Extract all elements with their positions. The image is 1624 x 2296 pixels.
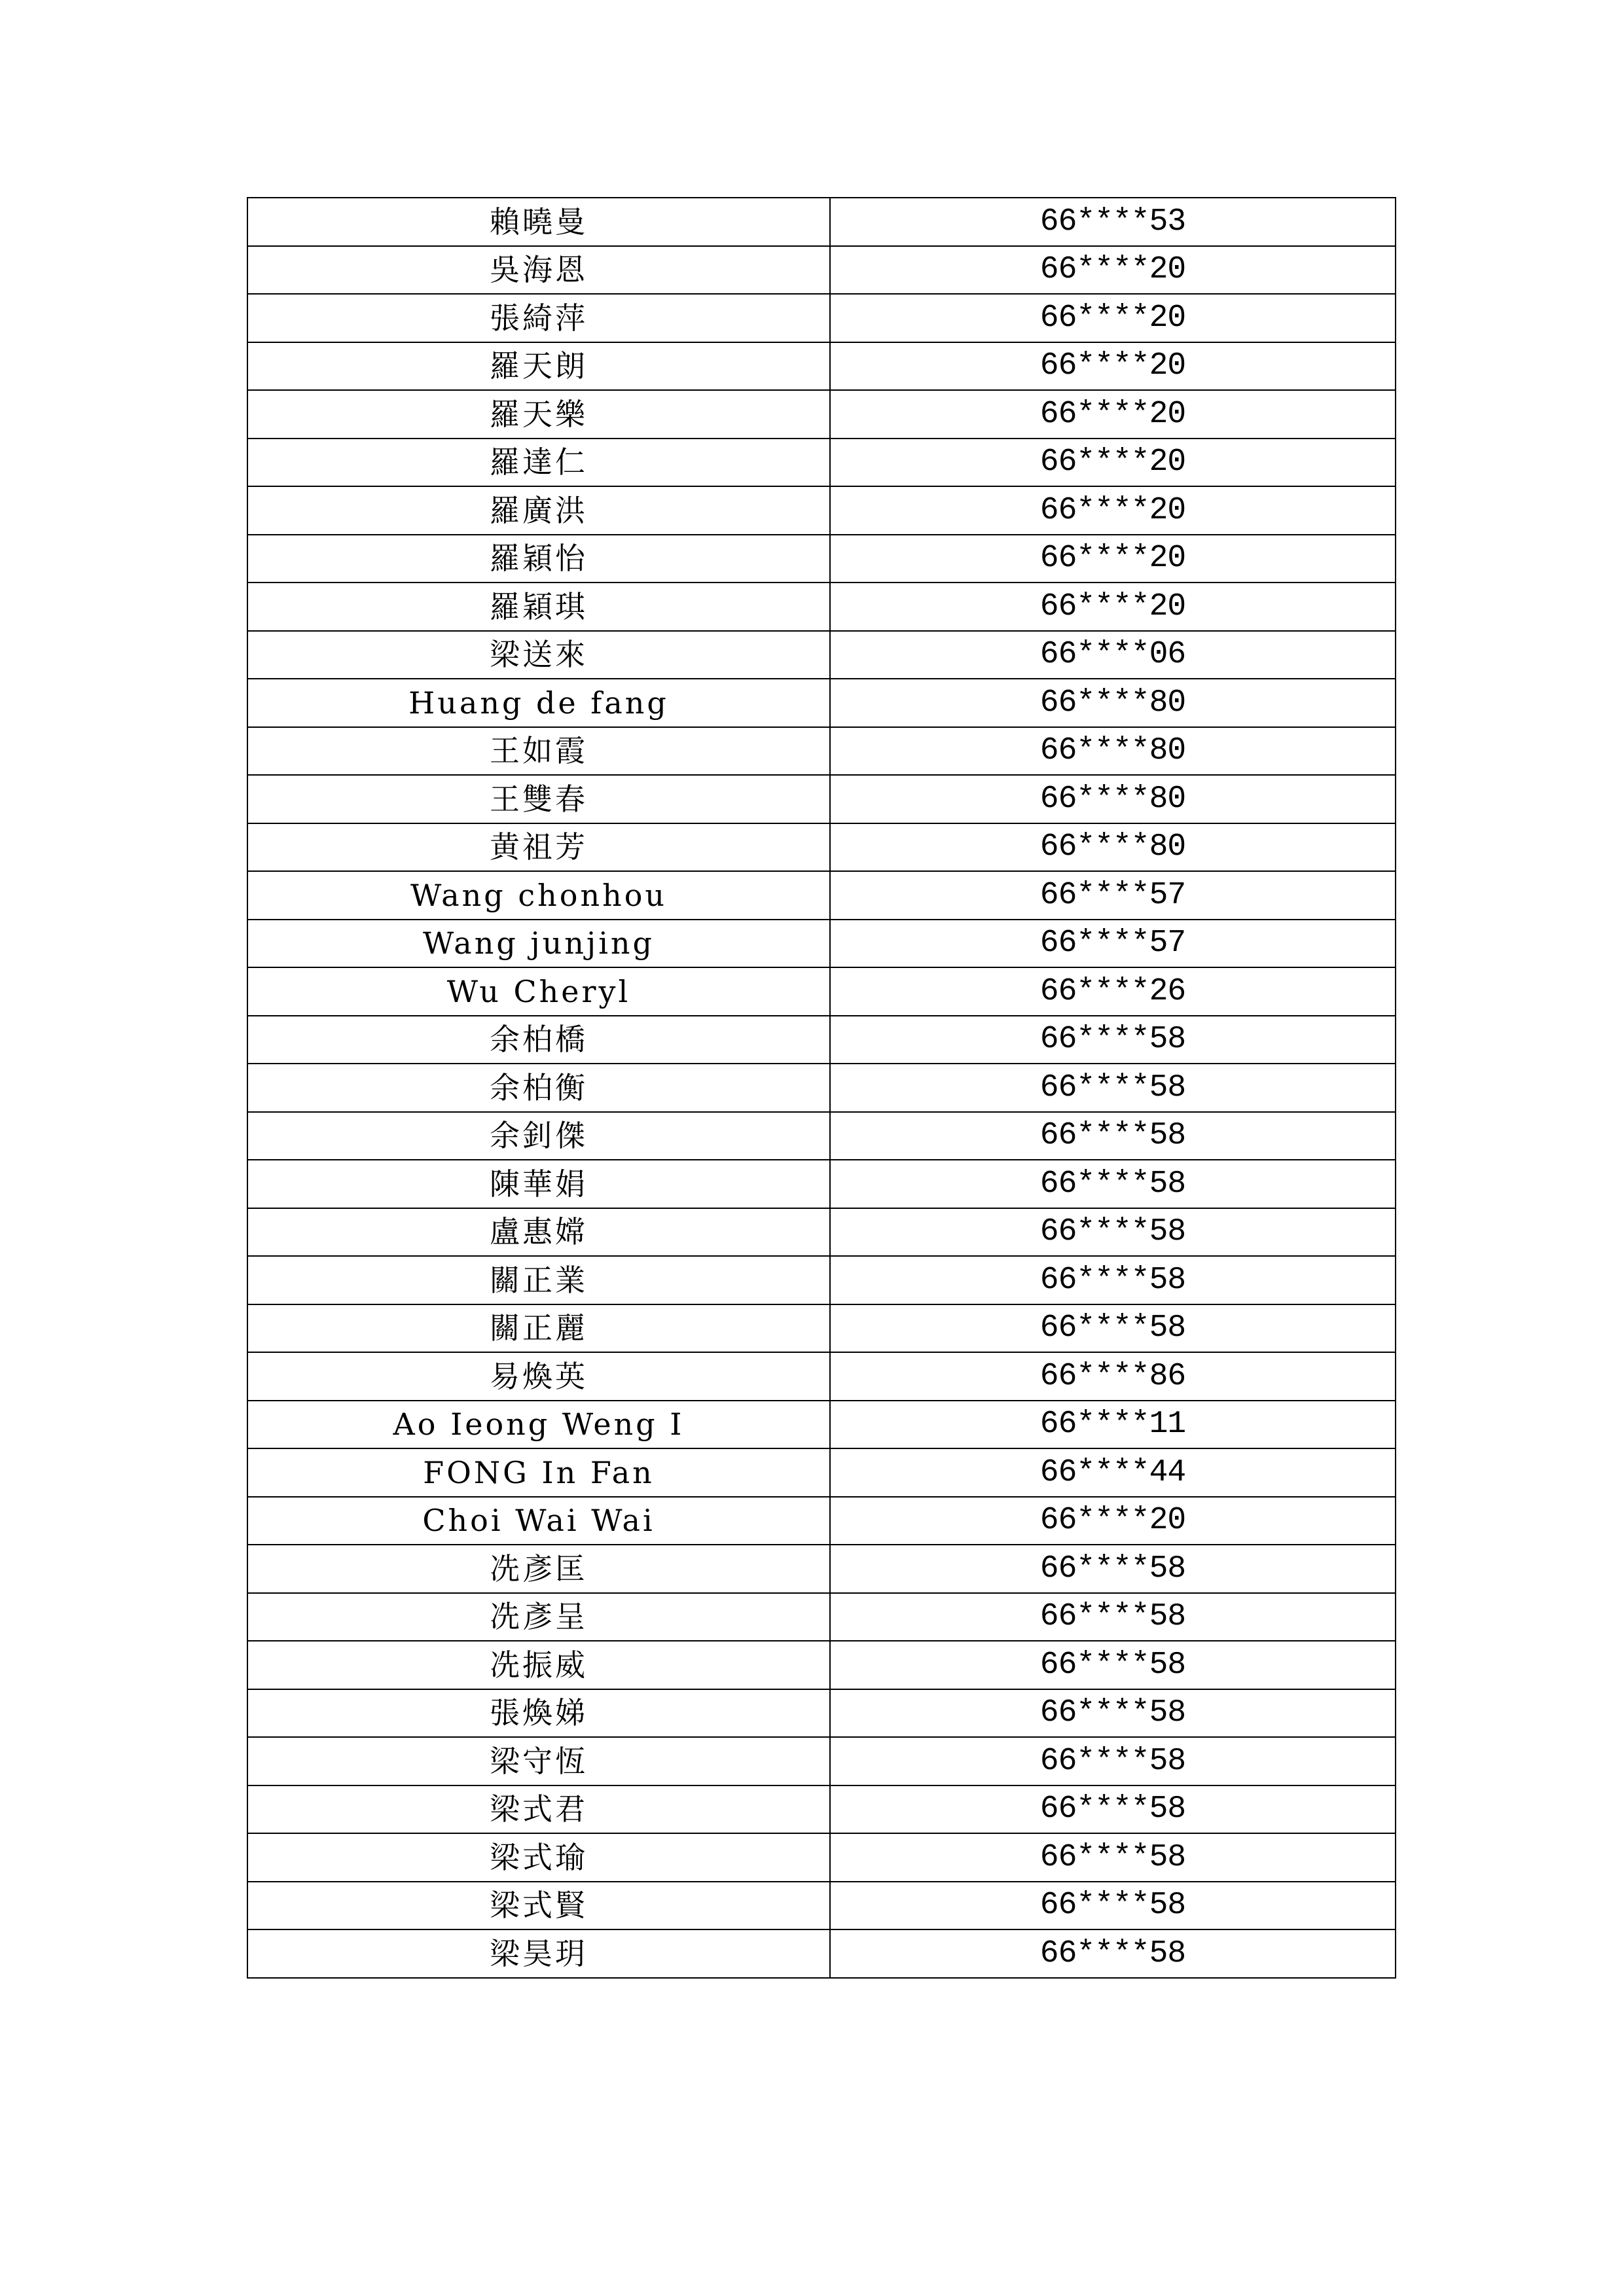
name-cell: 王如霞 [247,727,830,776]
table-row [247,1401,1396,1449]
name-cell: 羅穎琪 [247,583,830,631]
table-row [247,342,1396,391]
phone-cell: 66****86 [830,1352,1396,1401]
phone-cell: 66****80 [830,727,1396,776]
phone-cell: 66****58 [830,1545,1396,1593]
name-cell: 羅天樂 [247,390,830,439]
table-row [247,727,1396,776]
name-cell: FONG In Fan [247,1448,830,1497]
name-phone-table [247,197,1396,1979]
table-row [247,1016,1396,1064]
phone-cell: 66****20 [830,246,1396,295]
table-row [247,486,1396,535]
table-row [247,1593,1396,1641]
name-cell: 余柏衡 [247,1064,830,1112]
name-cell: 張煥娣 [247,1689,830,1738]
phone-cell: 66****20 [830,294,1396,342]
name-cell: 余柏橋 [247,1016,830,1064]
name-cell: 陳華娟 [247,1160,830,1208]
phone-cell: 66****58 [830,1208,1396,1257]
table-row [247,1112,1396,1160]
phone-cell: 66****58 [830,1304,1396,1353]
phone-cell: 66****58 [830,1016,1396,1064]
name-cell: 冼彥呈 [247,1593,830,1641]
name-cell: 王雙春 [247,775,830,823]
phone-cell: 66****57 [830,871,1396,920]
phone-cell: 66****58 [830,1641,1396,1689]
table-row [247,294,1396,342]
table-row [247,1785,1396,1834]
phone-cell: 66****11 [830,1401,1396,1449]
table-row [247,583,1396,631]
phone-cell: 66****20 [830,486,1396,535]
phone-cell: 66****58 [830,1833,1396,1882]
table-row [247,1497,1396,1545]
table-row [247,823,1396,872]
phone-cell: 66****58 [830,1064,1396,1112]
table-row [247,679,1396,727]
name-cell: 梁式賢 [247,1882,830,1930]
name-cell: 羅穎怡 [247,535,830,583]
table-row [247,1929,1396,1978]
table-row [247,631,1396,679]
table-row [247,1641,1396,1689]
table-row [247,1833,1396,1882]
name-cell: 賴曉曼 [247,198,830,246]
phone-cell: 66****80 [830,823,1396,872]
table-row [247,1304,1396,1353]
phone-cell: 66****20 [830,1497,1396,1545]
name-cell: Wang junjing [247,920,830,968]
name-cell: 余釗傑 [247,1112,830,1160]
name-cell: Ao Ieong Weng I [247,1401,830,1449]
table-row [247,1545,1396,1593]
table-row [247,198,1396,246]
phone-cell: 66****58 [830,1689,1396,1738]
name-cell: 梁昊玥 [247,1929,830,1978]
phone-cell: 66****44 [830,1448,1396,1497]
phone-cell: 66****58 [830,1882,1396,1930]
table-row [247,1256,1396,1304]
phone-cell: 66****80 [830,679,1396,727]
phone-cell: 66****20 [830,390,1396,439]
table-row [247,1689,1396,1738]
name-cell: Choi Wai Wai [247,1497,830,1545]
phone-cell: 66****58 [830,1929,1396,1978]
phone-cell: 66****53 [830,198,1396,246]
table-row [247,1737,1396,1785]
table-row [247,390,1396,439]
phone-cell: 66****58 [830,1160,1396,1208]
phone-cell: 66****58 [830,1593,1396,1641]
name-cell: 盧惠嫦 [247,1208,830,1257]
table-row [247,871,1396,920]
table-row [247,246,1396,295]
name-cell: 吳海恩 [247,246,830,295]
table-row [247,1064,1396,1112]
name-cell: 羅廣洪 [247,486,830,535]
name-cell: 張綺萍 [247,294,830,342]
name-cell: 梁送來 [247,631,830,679]
phone-cell: 66****58 [830,1785,1396,1834]
table-row [247,1160,1396,1208]
name-cell: Wu Cheryl [247,967,830,1016]
phone-cell: 66****06 [830,631,1396,679]
phone-cell: 66****20 [830,583,1396,631]
phone-cell: 66****20 [830,535,1396,583]
phone-cell: 66****20 [830,439,1396,487]
phone-cell: 66****58 [830,1112,1396,1160]
table-row [247,1352,1396,1401]
table-row [247,439,1396,487]
name-cell: 冼振威 [247,1641,830,1689]
phone-cell: 66****80 [830,775,1396,823]
name-cell: 梁守恆 [247,1737,830,1785]
name-cell: 冼彥匡 [247,1545,830,1593]
table-row [247,775,1396,823]
name-cell: 關正麗 [247,1304,830,1353]
phone-cell: 66****58 [830,1256,1396,1304]
name-cell: 黄祖芳 [247,823,830,872]
name-cell: Wang chonhou [247,871,830,920]
phone-cell: 66****57 [830,920,1396,968]
table-row [247,920,1396,968]
table-row [247,535,1396,583]
phone-cell: 66****20 [830,342,1396,391]
name-cell: 關正業 [247,1256,830,1304]
table-row [247,1882,1396,1930]
table-row [247,967,1396,1016]
phone-cell: 66****26 [830,967,1396,1016]
table-row [247,1448,1396,1497]
name-cell: 易煥英 [247,1352,830,1401]
phone-cell: 66****58 [830,1737,1396,1785]
name-cell: 羅天朗 [247,342,830,391]
name-cell: 梁式瑜 [247,1833,830,1882]
name-cell: 梁式君 [247,1785,830,1834]
table-body [247,198,1396,1978]
name-cell: 羅達仁 [247,439,830,487]
name-cell: Huang de fang [247,679,830,727]
table-row [247,1208,1396,1257]
